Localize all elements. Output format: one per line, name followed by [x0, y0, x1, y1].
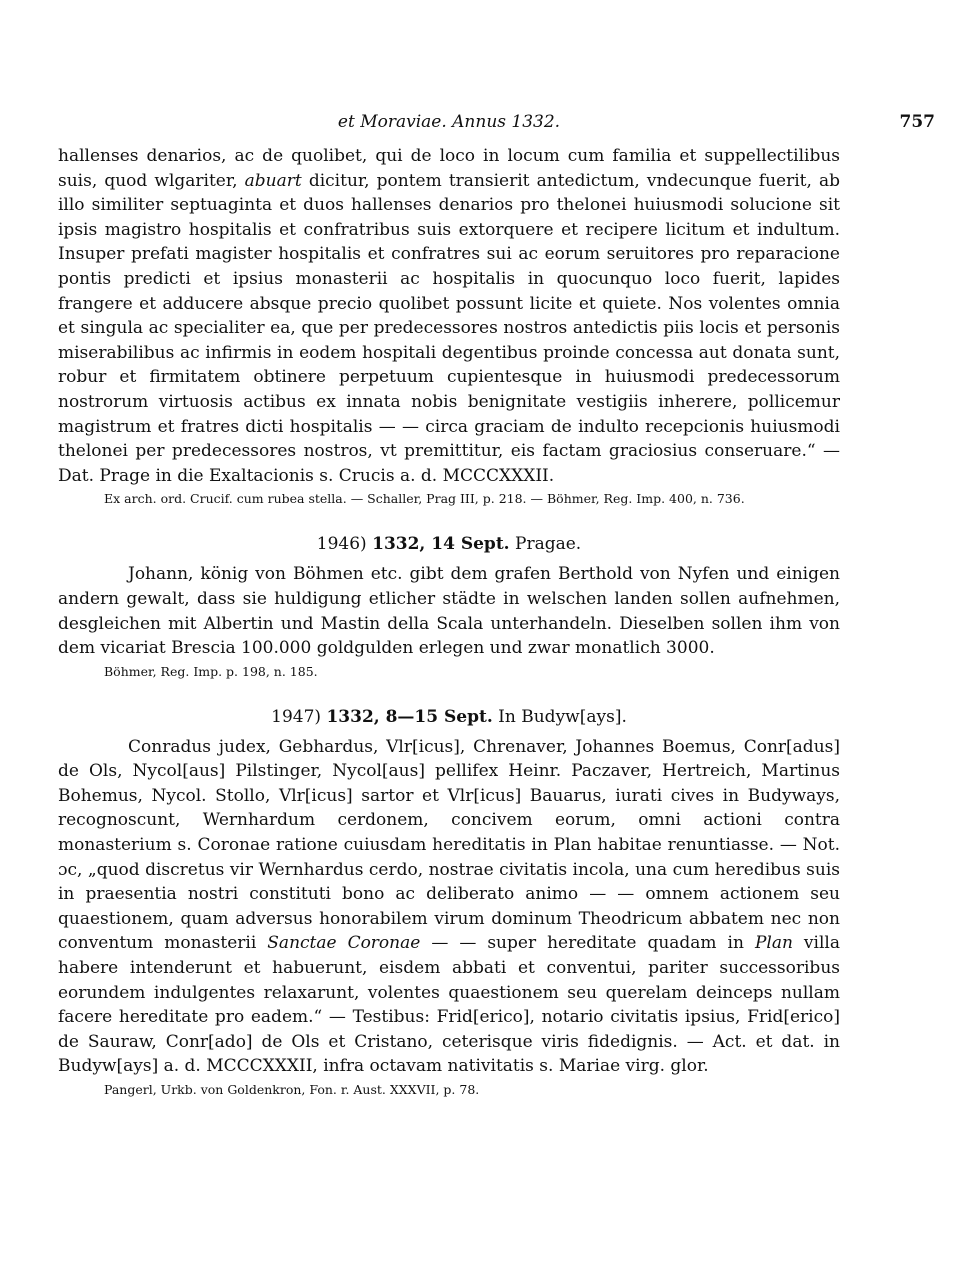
entry-date: 1332, 8—15 Sept. — [326, 706, 493, 727]
entry-text-1946: Johann, könig von Böhmen etc. gibt dem grafen Berthold von Nyfen und einigen andern gewalt, dass sie huldigung etlicher städte in welschen landen sollen aufnehmen, desgleichen mit Albertin und Mastin della Scala unterhandeln. Dieselben sollen ihm von dem vicariat Brescia 100.000 goldgulden erlegen und zwar monatlich 3000. — [58, 564, 840, 659]
entry-number: 1947) — [271, 706, 322, 727]
entry-text: villa habere intenderunt et habuerunt, eisdem abbati et conventui, pariter successoribus eorundem indulgentes relaxarunt, volentes quaestionem seu querelam deinceps nullam facere hereditate pro eadem.“ — Testibus: Frid[erico], notario civitatis ipsius, Frid[erico] de Sauraw, Conr[ado] de Ols et Cristano, ceterisque viris fidedignis. — Act. et dat. in Budyw[ays] a. d. MCCCXXXII, infra octavam nativitatis s. Mariae virg. glor. — [58, 933, 840, 1077]
entry-number: 1946) — [316, 534, 367, 555]
entry-date: 1332, 14 Sept. — [372, 534, 510, 555]
entry-place: Pragae. — [515, 534, 582, 555]
entry-text: — — super hereditate quadam in — [420, 933, 755, 954]
italic-term: Plan — [754, 933, 793, 954]
entry-text-1947 — [58, 735, 840, 1079]
entry-heading-1947 — [58, 705, 840, 729]
continuation-text: dicitur, pontem transierit antedictum, vndecunque fuerit, ab illo similiter septuaginta et duos hallenses denarios pro thelonei huiusmodi solucione sit ipsis magistro hospitalis et confratribus suis extorquere et recipere licitum et indultum. Insuper prefati magister hospitalis et confratres sui ac eorum seruitores pro reparacione pontis predicti et ipsius monasterii ac hospitalis in quocunquo loco fuerit, lapides frangere et adducere absque precio quolibet possunt licite et quiete. Nos volentes omnia et singula ac specialiter ea, que per predecessores nostros antedictis piis locis et personis miserabilibus ac infirmis in eodem hospitali degentibus proinde concessa aut donata sunt, robur et firmitatem obtinere perpetuum cupientesque in huiusmodi predecessorum nostrorum virtuosis actibus ex innata nobis benignitate vestigiis inherere, pollicemur magistrum et fratres dicti hospitalis — — circa graciam de indulto recepcionis huiusmodi thelonei per predecessores nostros, vt premittitur, eis factam graciosius conseruare.“ — Dat. Prage in die Exaltacionis s. Crucis a. d. MCCCXXXII. — [58, 170, 841, 486]
italic-term: abuart — [244, 170, 302, 191]
source-citation: Ex arch. ord. Crucif. cum rubea stella. — Schaller, Prag III, p. 218. — Böhmer, Reg. Imp. 400, n. 736. — [104, 491, 745, 507]
entry-text: Conradus judex, Gebhardus, Vlr[icus], Chrenaver, Johannes Boemus, Conr[adus] de Ols, Nycol[aus] Pilstinger, Nycol[aus] pellifex Heinr. Paczaver, Hertreich, Martinus Bohemus, Nycol. Stollo, Vlr[icus] sartor et Vlr[icus] Bauarus, iurati cives in Budyways, recognoscunt, Wernhardum cerdonem, concivem eorum, omni actioni contra monasterium s. Coronae ratione cuiusdam hereditatis in Plan habitae renuntiasse. — Not. ɔc, „quod discretus vir Wernhardus cerdo, nostrae civitatis incola, una cum heredibus suis in praesentia nostri constituti bono ac deliberato animo — — omnem actionem seu quaestionem, quam adversus honorabilem virum dominum Theodricum abbatem nec non conventum monasterii — [58, 736, 840, 954]
italic-term: Sanctae Coronae — [267, 933, 421, 954]
running-title: et Moraviae. Annus 1332. — [337, 112, 561, 132]
source-citation: Böhmer, Reg. Imp. p. 198, n. 185. — [104, 663, 318, 679]
page-number: 757 — [899, 112, 935, 132]
entry-place: In Budyw[ays]. — [498, 706, 627, 727]
source-citation: Pangerl, Urkb. von Goldenkron, Fon. r. Aust. XXXVII, p. 78. — [104, 1082, 480, 1097]
entry-heading-1946 — [58, 532, 840, 556]
continuation-text: hallenses denarios, ac de quolibet, qui de loco in locum cum familia et suppellectilibus suis, quod wlgariter, — [58, 146, 840, 191]
continuation-paragraph — [58, 144, 840, 488]
running-header — [58, 112, 935, 138]
